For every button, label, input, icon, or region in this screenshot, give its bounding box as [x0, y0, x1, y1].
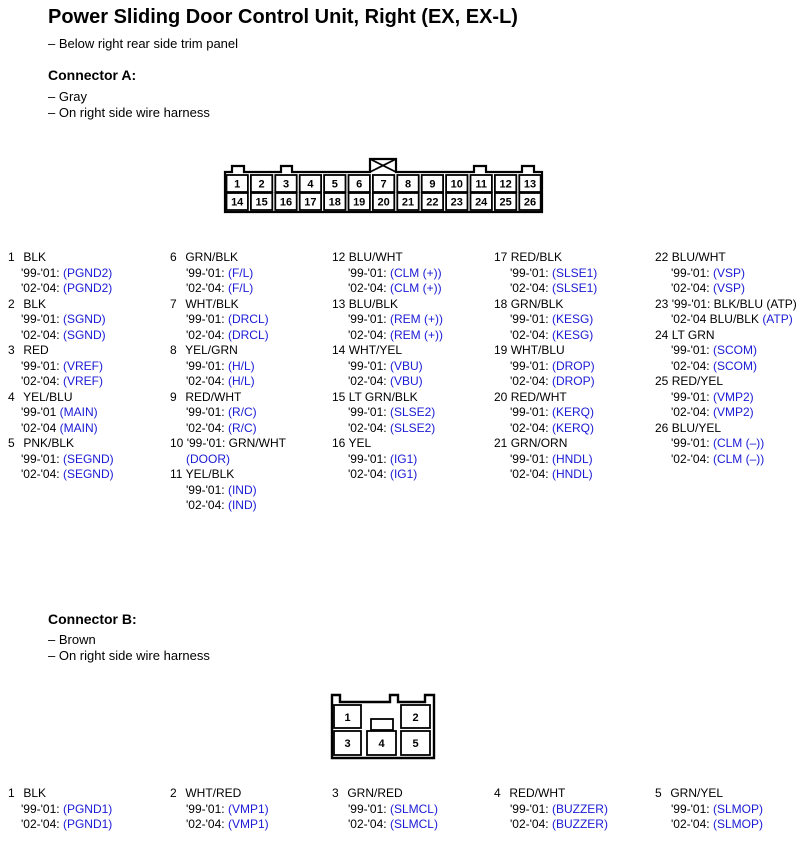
year-range: '99-'01:	[671, 265, 713, 280]
year-range: '02-'04:	[186, 420, 228, 435]
signal-name: (SCOM)	[712, 343, 757, 357]
signal-name: (KERQ)	[551, 420, 594, 435]
year-range: '99-'01:	[348, 405, 390, 419]
wire-color: '99-'01: GRN/WHT	[186, 436, 286, 450]
year-range: '99-'01:	[186, 358, 228, 373]
pin-entry	[655, 328, 806, 375]
conn-b-key	[371, 719, 393, 730]
conn-a-pin-label: 16	[279, 196, 293, 209]
year-range: '99-'01:	[510, 265, 552, 280]
wire-color: GRN/RED	[347, 786, 403, 800]
signal-name: (VMP1)	[227, 801, 269, 816]
signal-name: (SLSE2)	[389, 420, 436, 435]
year-range: '02-'04:	[510, 420, 552, 435]
signal-name: (VBU)	[389, 374, 423, 388]
wire-color: WHT/BLU	[510, 343, 565, 357]
pin-list-column	[170, 786, 330, 833]
conn-b-pin-label: 3	[344, 738, 351, 750]
conn-a-pin-label: 20	[377, 196, 390, 209]
wire-color: PNK/BLK	[23, 436, 75, 450]
connector-b-heading: Connector B:	[48, 611, 137, 627]
signal-name: (SCOM)	[712, 358, 757, 373]
pin-list-column	[494, 250, 654, 483]
year-range: '02-'04:	[671, 451, 713, 466]
pin-entry	[494, 786, 654, 833]
pin-entry	[494, 343, 654, 390]
year-range: '99-'01:	[671, 436, 713, 450]
connector-a-diagram	[222, 156, 546, 216]
year-range: '02-'04 BLU/BLK	[671, 312, 763, 326]
pin-number: 4	[494, 786, 501, 800]
year-range: '02-'04:	[510, 467, 552, 481]
conn-a-pin-label: 18	[328, 196, 341, 209]
connector-b-diagram	[329, 692, 439, 762]
year-range: '02-'04:	[671, 817, 713, 831]
conn-b-pin-label: 2	[412, 712, 419, 724]
pin-number: 1	[8, 250, 15, 264]
pin-entry	[170, 390, 330, 437]
pin-number: 2	[8, 296, 15, 311]
pin-list-column	[655, 250, 806, 467]
pin-number: 7	[170, 296, 177, 311]
signal-name: (SLSE1)	[551, 281, 598, 295]
signal-name: (SGND)	[62, 312, 106, 326]
signal-name: (VREF)	[62, 374, 103, 388]
pin-entry	[8, 390, 168, 437]
wire-color: BLU/YEL	[671, 420, 722, 435]
year-range: '99-'01:	[510, 405, 552, 419]
year-range: '99-'01:	[186, 482, 228, 497]
year-range: '99-'01:	[186, 265, 228, 280]
conn-b-pin-label: 1	[344, 712, 351, 724]
signal-name: (SLSE2)	[389, 405, 436, 419]
wire-color: WHT/BLK	[185, 296, 239, 311]
signal-name: (KESG)	[551, 312, 594, 326]
conn-a-pin-label: 10	[450, 178, 463, 191]
wire-color: BLU/WHT	[348, 250, 403, 264]
year-range: '99-'01:	[348, 265, 390, 280]
signal-name: (H/L)	[227, 358, 255, 373]
wire-color: BLU/BLK	[348, 296, 399, 311]
year-range: '02-'04:	[348, 817, 390, 831]
signal-name: (VMP1)	[227, 817, 269, 831]
conn-a-pin-label: 25	[499, 196, 512, 209]
signal-name: (R/C)	[227, 405, 257, 419]
year-range: '99-'01:	[21, 265, 63, 280]
signal-name: (BUZZER)	[551, 817, 608, 831]
pin-entry	[332, 343, 492, 390]
pin-number: 3	[8, 343, 15, 357]
conn-b-pin-label: 5	[412, 738, 419, 750]
year-range: '02-'04:	[186, 281, 228, 295]
year-range: '02-'04:	[186, 817, 228, 831]
signal-name: (VMP2)	[712, 389, 754, 404]
pin-number: 20	[494, 389, 508, 404]
wire-color: BLK	[23, 786, 47, 800]
wire-color: GRN/ORN	[510, 436, 568, 450]
pin-number: 19	[494, 343, 508, 357]
pin-entry	[8, 343, 168, 390]
year-range: '99-'01	[21, 405, 60, 419]
year-range: '99-'01:	[671, 389, 713, 404]
conn-a-pin-label: 8	[404, 178, 412, 191]
pin-number: 15	[332, 389, 346, 404]
conn-a-pin-label: 1	[234, 178, 241, 191]
conn-a-pin-label: 21	[401, 196, 415, 209]
wire-color: LT GRN	[671, 327, 715, 342]
conn-a-pin-label: 4	[307, 178, 314, 191]
signal-name: (R/C)	[227, 420, 257, 435]
year-range: '99-'01:	[21, 358, 63, 373]
year-range: '02-'04:	[510, 281, 552, 295]
pin-entry	[494, 297, 654, 344]
signal-name: (CLM (+))	[389, 281, 442, 295]
pin-number: 12	[332, 250, 346, 264]
pin-number: 11	[170, 467, 183, 481]
wire-color: GRN/BLK	[510, 296, 564, 311]
pin-entry	[655, 297, 806, 328]
signal-name: (CLM (–))	[712, 451, 765, 466]
pin-number: 14	[332, 343, 346, 357]
signal-name: (IND)	[227, 498, 257, 512]
pin-number: 13	[332, 296, 346, 311]
conn-a-pin-label: 17	[304, 196, 317, 209]
pin-entry	[8, 297, 168, 344]
year-range: '99-'01:	[671, 343, 713, 357]
pin-entry	[8, 786, 168, 833]
pin-list-column	[494, 786, 654, 833]
unit-location: – Below right rear side trim panel	[48, 36, 239, 51]
pin-list-column	[655, 786, 806, 833]
signal-name: (VSP)	[712, 281, 745, 295]
signal-name: (DROP)	[551, 358, 595, 373]
signal-name: (KESG)	[551, 327, 594, 342]
signal-name: (VREF)	[62, 358, 103, 373]
conn-a-pin-label: 3	[282, 178, 290, 191]
pin-number: 23	[655, 296, 669, 311]
conn-a-pin-label: 14	[231, 196, 244, 209]
conn-a-pin-label: 11	[475, 178, 488, 191]
pin-entry	[170, 343, 330, 390]
pin-entry	[655, 374, 806, 421]
year-range: '02-'04:	[21, 327, 63, 342]
year-range: '02-'04:	[348, 467, 390, 481]
wire-color: RED	[23, 343, 49, 357]
signal-name: (SEGND)	[62, 467, 114, 481]
pin-number: 2	[170, 786, 177, 800]
year-range: '99-'01:	[348, 312, 390, 326]
signal-name: (KERQ)	[551, 405, 594, 419]
wire-color: RED/WHT	[509, 786, 566, 800]
pin-number: 16	[332, 436, 346, 450]
pin-list-column	[8, 250, 168, 483]
pin-number: 9	[170, 389, 177, 404]
signal-name: (SLMOP)	[712, 801, 763, 816]
page-title: Power Sliding Door Control Unit, Right (EX, EX-L)	[48, 6, 518, 28]
signal-name: (SLMCL)	[389, 817, 438, 831]
pin-number: 18	[494, 296, 508, 311]
signal-name: (VSP)	[712, 265, 745, 280]
year-range: '99-'01:	[186, 405, 228, 419]
signal-name: (PGND2)	[62, 281, 113, 295]
wire-color: BLK	[23, 250, 47, 264]
signal-name: (SLSE1)	[551, 265, 598, 280]
connector-a-heading: Connector A:	[48, 67, 137, 83]
pin-number: 24	[655, 327, 669, 342]
pin-number: 26	[655, 420, 669, 435]
year-range: '02-'04:	[186, 327, 228, 342]
wire-color: RED/WHT	[510, 389, 567, 404]
wire-color: YEL/BLU	[23, 389, 73, 404]
year-range: '02-'04:	[186, 498, 228, 512]
wire-color: LT GRN/BLK	[348, 389, 418, 404]
wire-color: RED/YEL	[671, 374, 724, 388]
pin-entry	[332, 786, 492, 833]
pin-entry	[8, 250, 168, 297]
year-range: '02-'04:	[21, 817, 63, 831]
pin-entry	[332, 436, 492, 483]
conn-a-pin-label: 13	[523, 178, 537, 191]
pin-entry	[332, 390, 492, 437]
wire-color: GRN/YEL	[670, 786, 724, 800]
signal-name: (F/L)	[227, 265, 254, 280]
signal-name: (VBU)	[389, 358, 423, 373]
signal-name: (REM (+))	[389, 327, 443, 342]
year-range: '02-'04:	[510, 374, 552, 388]
wire-color: RED/BLK	[510, 250, 563, 264]
signal-name: (CLM (+))	[389, 265, 442, 280]
pin-entry	[170, 250, 330, 297]
signal-name: (SLMOP)	[712, 817, 763, 831]
pin-entry	[494, 250, 654, 297]
wire-color: '99-'01: BLK/BLU (ATP)	[671, 296, 797, 311]
year-range: '99-'01:	[21, 312, 63, 326]
pin-entry	[170, 297, 330, 344]
year-range: '02-'04:	[671, 405, 713, 419]
year-range: '02-'04:	[510, 327, 552, 342]
conn-a-pin-label: 15	[255, 196, 268, 209]
wire-color: GRN/BLK	[185, 250, 239, 264]
year-range: '02-'04:	[21, 281, 63, 295]
year-range: '02-'04:	[348, 420, 390, 435]
conn-a-pin-label: 7	[380, 178, 387, 191]
year-range: '99-'01:	[348, 801, 390, 816]
signal-name: (DROP)	[551, 374, 595, 388]
year-range: '99-'01:	[671, 801, 713, 816]
year-range: '02-'04:	[671, 281, 713, 295]
pin-list-column	[332, 786, 492, 833]
pin-number: 22	[655, 250, 669, 264]
signal-name: (REM (+))	[389, 312, 443, 326]
signal-name: (HNDL)	[551, 451, 593, 466]
year-range: '02-'04:	[671, 358, 713, 373]
year-range: '02-'04:	[186, 374, 228, 388]
pin-number: 8	[170, 343, 177, 357]
pin-list-column	[8, 786, 168, 833]
year-range: '99-'01:	[21, 801, 63, 816]
conn-a-pin-label: 22	[426, 196, 439, 209]
signal-name: (MAIN)	[59, 405, 98, 419]
year-range: '99-'01:	[21, 451, 63, 466]
signal-name: (PGND1)	[62, 817, 113, 831]
year-range: '99-'01:	[510, 801, 552, 816]
signal-name: (IND)	[227, 482, 257, 497]
conn-a-pin-label: 6	[356, 178, 363, 191]
signal-name: (SLMCL)	[389, 801, 438, 816]
year-range: '99-'01:	[186, 801, 228, 816]
signal-name: (ATP)	[762, 312, 793, 326]
connector-b-location: – On right side wire harness	[48, 648, 210, 663]
pin-number: 1	[8, 786, 15, 800]
pin-number: 6	[170, 250, 177, 264]
wire-color: YEL/GRN	[185, 343, 238, 357]
pin-number: 5	[8, 436, 15, 450]
conn-a-pin-label: 26	[523, 196, 537, 209]
pin-entry	[655, 421, 806, 468]
conn-a-pin-label: 24	[475, 196, 488, 209]
signal-name: (CLM (–))	[712, 436, 765, 450]
signal-name: (IG1)	[389, 467, 418, 481]
signal-name: (SEGND)	[62, 451, 114, 466]
pin-number: 10	[170, 436, 184, 450]
pin-entry	[494, 436, 654, 483]
pin-entry	[655, 250, 806, 297]
signal-name: (PGND2)	[62, 265, 113, 280]
pin-list-column	[170, 250, 330, 514]
conn-b-pin-label: 4	[378, 738, 385, 750]
pin-number: 5	[655, 786, 662, 800]
conn-a-pin-label: 5	[331, 178, 338, 191]
pin-entry	[170, 467, 330, 514]
signal-name: (MAIN)	[59, 420, 98, 435]
signal-name: (IG1)	[389, 451, 418, 466]
signal-name: (VMP2)	[712, 405, 754, 419]
signal-name: (PGND1)	[62, 801, 113, 816]
pin-list-column	[332, 250, 492, 483]
signal-name: (DOOR)	[186, 451, 230, 466]
wire-color: YEL/BLK	[185, 467, 235, 481]
conn-a-pin-label: 19	[353, 196, 366, 209]
connector-b-color: – Brown	[48, 632, 96, 647]
wire-color: BLU/WHT	[671, 250, 726, 264]
signal-name: (DRCL)	[227, 327, 269, 342]
pin-number: 4	[8, 389, 15, 404]
wire-color: YEL	[348, 436, 372, 450]
year-range: '02-'04	[21, 420, 60, 435]
conn-a-pin-label: 12	[499, 178, 512, 191]
year-range: '99-'01:	[186, 312, 228, 326]
pin-number: 25	[655, 374, 669, 388]
signal-name: (F/L)	[227, 281, 254, 295]
wire-color: BLK	[23, 296, 47, 311]
signal-name: (DRCL)	[227, 312, 269, 326]
pin-entry	[332, 297, 492, 344]
year-range: '02-'04:	[510, 817, 552, 831]
year-range: '99-'01:	[348, 358, 390, 373]
signal-name: (HNDL)	[551, 467, 593, 481]
pin-entry	[655, 786, 806, 833]
signal-name: (BUZZER)	[551, 801, 608, 816]
pin-entry	[332, 250, 492, 297]
year-range: '02-'04:	[348, 327, 390, 342]
pin-entry	[170, 786, 330, 833]
pin-entry	[170, 436, 330, 467]
pin-entry	[494, 390, 654, 437]
wire-color: WHT/RED	[185, 786, 242, 800]
year-range: '99-'01:	[348, 451, 390, 466]
signal-name: (H/L)	[227, 374, 255, 388]
year-range: '02-'04:	[348, 281, 390, 295]
pin-entry	[8, 436, 168, 483]
year-range: '99-'01:	[510, 358, 552, 373]
signal-name: (SGND)	[62, 327, 106, 342]
pin-number: 21	[494, 436, 508, 450]
year-range: '99-'01:	[510, 451, 552, 466]
wire-color: RED/WHT	[185, 389, 242, 404]
pin-number: 17	[494, 250, 508, 264]
connector-a-color: – Gray	[48, 89, 88, 104]
year-range: '99-'01:	[510, 312, 552, 326]
wire-color: WHT/YEL	[348, 343, 403, 357]
conn-a-pin-label: 9	[429, 178, 436, 191]
pin-number: 3	[332, 786, 339, 800]
conn-a-pin-label: 2	[258, 178, 265, 191]
year-range: '02-'04:	[21, 374, 63, 388]
conn-a-pin-label: 23	[450, 196, 463, 209]
connector-a-location: – On right side wire harness	[48, 105, 210, 120]
year-range: '02-'04:	[348, 374, 390, 388]
year-range: '02-'04:	[21, 467, 63, 481]
